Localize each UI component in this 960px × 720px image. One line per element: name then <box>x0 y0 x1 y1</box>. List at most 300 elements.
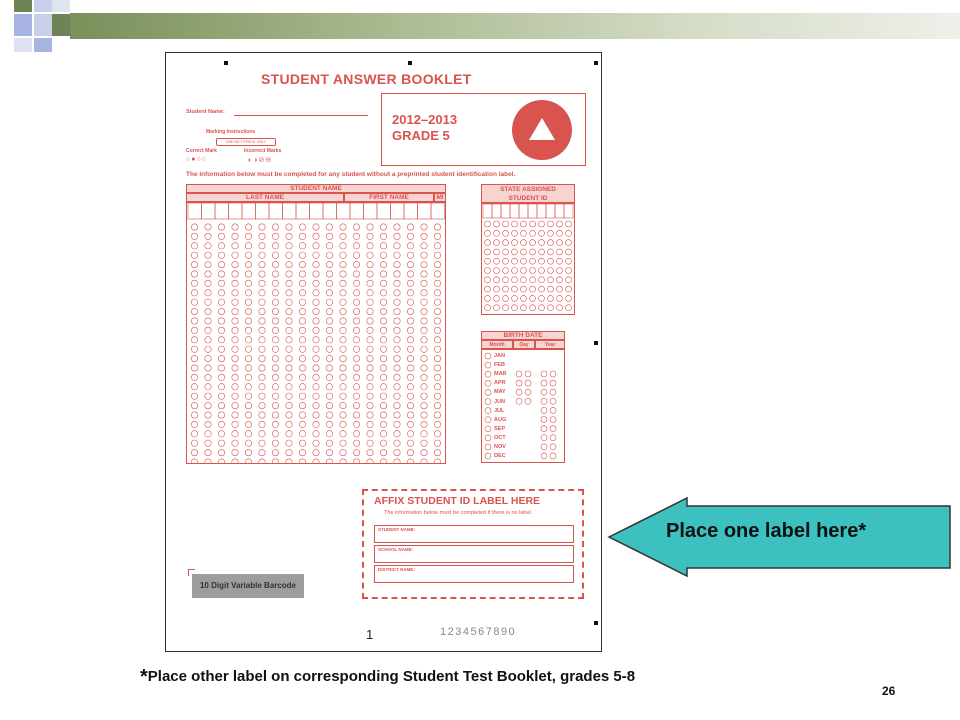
form-bubble <box>353 402 359 408</box>
form-bubble <box>191 327 197 333</box>
form-bubble <box>218 243 224 249</box>
form-bubble <box>380 327 386 333</box>
form-bubble <box>232 412 238 418</box>
form-bubble <box>503 305 509 311</box>
form-bubble <box>191 412 197 418</box>
write-in-box <box>418 203 432 219</box>
form-bubble <box>205 318 211 324</box>
form-bubble <box>421 440 427 446</box>
form-bubble <box>530 295 536 301</box>
grade-box <box>381 93 586 166</box>
form-bubble <box>557 240 563 246</box>
form-bubble <box>272 440 278 446</box>
affix-subtitle: The information below must be completed if there is no label. <box>384 510 533 516</box>
month-option: APR <box>494 380 506 387</box>
form-bubble <box>548 286 554 292</box>
booklet-serial: 1234567890 <box>440 626 517 638</box>
form-bubble <box>232 374 238 380</box>
form-bubble <box>421 346 427 352</box>
form-bubble <box>539 295 545 301</box>
form-bubble <box>299 374 305 380</box>
form-bubble <box>548 268 554 274</box>
form-bubble <box>272 318 278 324</box>
form-bubble <box>286 365 292 371</box>
form-bubble <box>340 384 346 390</box>
form-bubble <box>286 261 292 267</box>
form-bubble <box>353 365 359 371</box>
form-bubble <box>503 286 509 292</box>
form-bubble <box>353 337 359 343</box>
form-bubble <box>380 402 386 408</box>
form-bubble <box>232 308 238 314</box>
form-bubble <box>541 380 547 386</box>
form-bubble <box>407 337 413 343</box>
registration-mark <box>594 61 598 65</box>
form-bubble <box>367 327 373 333</box>
form-bubble <box>340 431 346 437</box>
form-bubble <box>191 346 197 352</box>
form-bubble <box>272 280 278 286</box>
form-bubble <box>421 337 427 343</box>
form-bubble <box>218 384 224 390</box>
form-bubble <box>272 365 278 371</box>
form-bubble <box>494 230 500 236</box>
form-bubble <box>394 290 400 296</box>
form-bubble <box>191 449 197 455</box>
form-bubble <box>245 449 251 455</box>
registration-mark <box>408 61 412 65</box>
write-in-box <box>364 203 378 219</box>
form-bubble <box>205 440 211 446</box>
form-bubble <box>566 240 572 246</box>
form-bubble <box>434 327 440 333</box>
form-bubble <box>313 393 319 399</box>
registration-mark <box>224 61 228 65</box>
month-option: FEB <box>494 362 505 369</box>
form-bubble <box>485 362 491 368</box>
form-bubble <box>286 233 292 239</box>
slide-number: 26 <box>882 684 896 698</box>
form-bubble <box>205 290 211 296</box>
form-bubble <box>557 221 563 227</box>
form-bubble <box>367 449 373 455</box>
form-bubble <box>326 280 332 286</box>
form-bubble <box>259 299 265 305</box>
form-bubble <box>485 453 491 459</box>
form-bubble <box>218 449 224 455</box>
form-bubble <box>530 249 536 255</box>
form-bubble <box>299 308 305 314</box>
form-bubble <box>541 407 547 413</box>
form-bubble <box>367 280 373 286</box>
form-bubble <box>421 252 427 258</box>
form-bubble <box>421 261 427 267</box>
form-bubble <box>539 230 545 236</box>
student-name-header: STUDENT NAME <box>186 184 446 193</box>
form-bubble <box>326 440 332 446</box>
decor-square <box>34 14 52 36</box>
form-bubble <box>340 346 346 352</box>
form-bubble <box>521 277 527 283</box>
form-bubble <box>541 371 547 377</box>
birth-date-grid <box>481 349 565 463</box>
form-bubble <box>272 243 278 249</box>
form-bubble <box>516 398 522 404</box>
form-bubble <box>326 224 332 230</box>
form-bubble <box>394 327 400 333</box>
form-bubble <box>218 327 224 333</box>
form-bubble <box>340 365 346 371</box>
form-bubble <box>205 233 211 239</box>
header-bar <box>70 13 960 39</box>
write-in-box <box>229 203 243 219</box>
write-in-box <box>337 203 351 219</box>
form-bubble <box>286 421 292 427</box>
form-bubble <box>299 261 305 267</box>
form-bubble <box>566 277 572 283</box>
form-bubble <box>232 421 238 427</box>
form-bubble <box>421 365 427 371</box>
write-in-box <box>377 203 391 219</box>
form-bubble <box>340 224 346 230</box>
form-bubble <box>191 440 197 446</box>
form-bubble <box>218 224 224 230</box>
decor-square <box>52 14 70 36</box>
form-bubble <box>394 243 400 249</box>
form-bubble <box>380 271 386 277</box>
form-bubble <box>205 393 211 399</box>
form-bubble <box>218 421 224 427</box>
form-bubble <box>485 230 491 236</box>
form-bubble <box>434 280 440 286</box>
form-bubble <box>245 233 251 239</box>
form-bubble <box>434 374 440 380</box>
form-bubble <box>421 384 427 390</box>
form-bubble <box>521 305 527 311</box>
form-bubble <box>367 412 373 418</box>
form-bubble <box>245 459 251 463</box>
form-bubble <box>539 305 545 311</box>
form-bubble <box>191 299 197 305</box>
affix-field-school: SCHOOL NAME: <box>374 545 574 563</box>
form-bubble <box>566 221 572 227</box>
form-bubble <box>313 261 319 267</box>
form-bubble <box>232 318 238 324</box>
form-bubble <box>272 355 278 361</box>
form-bubble <box>245 261 251 267</box>
form-bubble <box>380 365 386 371</box>
form-bubble <box>205 449 211 455</box>
form-bubble <box>245 224 251 230</box>
form-bubble <box>286 374 292 380</box>
form-bubble <box>340 290 346 296</box>
month-option: OCT <box>494 434 506 441</box>
form-bubble <box>259 290 265 296</box>
form-bubble <box>503 268 509 274</box>
form-bubble <box>313 243 319 249</box>
write-in-box <box>269 203 283 219</box>
form-bubble <box>205 308 211 314</box>
form-bubble <box>434 355 440 361</box>
form-bubble <box>232 299 238 305</box>
form-bubble <box>394 421 400 427</box>
form-bubble <box>259 318 265 324</box>
form-bubble <box>530 305 536 311</box>
form-bubble <box>407 280 413 286</box>
form-bubble <box>259 224 265 230</box>
form-bubble <box>421 459 427 463</box>
form-bubble <box>367 431 373 437</box>
form-bubble <box>421 308 427 314</box>
form-bubble <box>367 290 373 296</box>
form-bubble <box>525 398 531 404</box>
month-option: DEC <box>494 453 506 460</box>
form-bubble <box>299 290 305 296</box>
form-bubble <box>521 249 527 255</box>
form-bubble <box>353 308 359 314</box>
form-bubble <box>232 402 238 408</box>
form-bubble <box>340 271 346 277</box>
form-bubble <box>326 299 332 305</box>
form-bubble <box>394 449 400 455</box>
form-bubble <box>394 384 400 390</box>
form-bubble <box>516 371 522 377</box>
form-bubble <box>313 337 319 343</box>
form-bubble <box>485 426 491 432</box>
form-bubble <box>232 337 238 343</box>
form-bubble <box>313 327 319 333</box>
month-option: MAR <box>494 371 507 378</box>
form-bubble <box>191 271 197 277</box>
form-bubble <box>421 374 427 380</box>
form-bubble <box>272 374 278 380</box>
form-bubble <box>299 459 305 463</box>
form-bubble <box>326 421 332 427</box>
form-bubble <box>272 327 278 333</box>
form-bubble <box>191 233 197 239</box>
form-bubble <box>521 230 527 236</box>
form-bubble <box>205 421 211 427</box>
form-bubble <box>259 421 265 427</box>
form-bubble <box>421 355 427 361</box>
form-bubble <box>326 327 332 333</box>
form-bubble <box>340 233 346 239</box>
correct-mark-example: ○●○○ <box>186 156 207 163</box>
incorrect-marks-label: Incorrect Marks <box>244 148 282 154</box>
affix-label-area <box>362 489 584 599</box>
form-bubble <box>566 230 572 236</box>
form-bubble <box>340 374 346 380</box>
form-bubble <box>245 355 251 361</box>
form-bubble <box>394 355 400 361</box>
form-bubble <box>326 271 332 277</box>
form-bubble <box>380 459 386 463</box>
form-bubble <box>367 393 373 399</box>
form-bubble <box>394 365 400 371</box>
form-bubble <box>218 346 224 352</box>
form-bubble <box>434 318 440 324</box>
form-bubble <box>205 346 211 352</box>
form-bubble <box>557 286 563 292</box>
form-bubble <box>485 240 491 246</box>
form-bubble <box>503 258 509 264</box>
form-bubble <box>313 271 319 277</box>
form-bubble <box>539 249 545 255</box>
form-bubble <box>407 449 413 455</box>
form-bubble <box>550 398 556 404</box>
form-bubble <box>286 337 292 343</box>
form-bubble <box>353 384 359 390</box>
info-note: The information below must be completed for any student without a preprinted student identification label. <box>186 171 516 178</box>
form-bubble <box>367 374 373 380</box>
form-bubble <box>539 286 545 292</box>
form-bubble <box>367 308 373 314</box>
form-bubble <box>191 308 197 314</box>
form-bubble <box>353 412 359 418</box>
form-bubble <box>407 374 413 380</box>
form-bubble <box>286 459 292 463</box>
form-bubble <box>232 233 238 239</box>
form-bubble <box>205 374 211 380</box>
form-bubble <box>232 327 238 333</box>
form-bubble <box>557 230 563 236</box>
form-bubble <box>299 402 305 408</box>
decor-square <box>14 38 32 52</box>
form-bubble <box>232 393 238 399</box>
month-option: NOV <box>494 444 506 450</box>
form-bubble <box>434 421 440 427</box>
form-bubble <box>259 308 265 314</box>
form-bubble <box>259 365 265 371</box>
form-bubble <box>421 327 427 333</box>
form-bubble <box>232 271 238 277</box>
form-bubble <box>485 268 491 274</box>
form-bubble <box>313 290 319 296</box>
form-bubble <box>340 252 346 258</box>
form-bubble <box>421 431 427 437</box>
form-bubble <box>259 374 265 380</box>
form-bubble <box>367 299 373 305</box>
form-bubble <box>218 337 224 343</box>
form-bubble <box>550 453 556 459</box>
form-bubble <box>340 421 346 427</box>
form-bubble <box>191 243 197 249</box>
form-bubble <box>218 374 224 380</box>
form-bubble <box>245 402 251 408</box>
form-bubble <box>299 365 305 371</box>
decor-square <box>34 0 52 12</box>
write-in-box <box>492 204 501 218</box>
form-bubble <box>434 290 440 296</box>
form-bubble <box>380 224 386 230</box>
form-bubble <box>272 224 278 230</box>
write-in-box <box>483 204 492 218</box>
form-bubble <box>367 421 373 427</box>
month-option: AUG <box>494 416 507 423</box>
form-bubble <box>299 393 305 399</box>
form-bubble <box>191 261 197 267</box>
form-bubble <box>205 224 211 230</box>
form-bubble <box>191 290 197 296</box>
form-bubble <box>313 374 319 380</box>
form-bubble <box>541 389 547 395</box>
form-bubble <box>340 459 346 463</box>
form-bubble <box>380 355 386 361</box>
student-name-bubble-grid <box>186 202 446 464</box>
form-bubble <box>557 295 563 301</box>
form-bubble <box>512 295 518 301</box>
form-bubble <box>299 449 305 455</box>
form-bubble <box>539 258 545 264</box>
form-bubble <box>521 221 527 227</box>
form-bubble <box>407 365 413 371</box>
form-bubble <box>272 459 278 463</box>
write-in-box <box>537 204 546 218</box>
form-bubble <box>380 346 386 352</box>
form-bubble <box>299 243 305 249</box>
last-name-header: LAST NAME <box>186 193 344 202</box>
write-in-box <box>188 203 202 219</box>
form-bubble <box>485 435 491 441</box>
form-bubble <box>340 412 346 418</box>
form-bubble <box>407 271 413 277</box>
form-bubble <box>313 308 319 314</box>
registration-mark <box>594 621 598 625</box>
form-bubble <box>218 431 224 437</box>
form-bubble <box>326 412 332 418</box>
form-bubble <box>394 374 400 380</box>
form-bubble <box>503 221 509 227</box>
form-bubble <box>548 305 554 311</box>
form-bubble <box>353 233 359 239</box>
form-bubble <box>539 277 545 283</box>
form-bubble <box>485 389 491 395</box>
form-bubble <box>557 258 563 264</box>
form-bubble <box>326 243 332 249</box>
form-bubble <box>407 412 413 418</box>
form-bubble <box>218 459 224 463</box>
write-in-box <box>564 204 573 218</box>
form-bubble <box>557 305 563 311</box>
form-bubble <box>299 327 305 333</box>
form-bubble <box>313 280 319 286</box>
birth-date-header: BIRTH DATE <box>481 331 565 340</box>
write-in-box <box>431 203 445 219</box>
form-bubble <box>245 384 251 390</box>
form-bubble <box>259 440 265 446</box>
write-in-box <box>310 203 324 219</box>
form-bubble <box>326 346 332 352</box>
form-bubble <box>299 421 305 427</box>
form-bubble <box>259 233 265 239</box>
form-bubble <box>434 346 440 352</box>
form-bubble <box>245 440 251 446</box>
form-bubble <box>353 261 359 267</box>
form-bubble <box>218 318 224 324</box>
form-bubble <box>272 412 278 418</box>
form-bubble <box>245 299 251 305</box>
form-bubble <box>259 449 265 455</box>
form-bubble <box>525 389 531 395</box>
form-bubble <box>259 280 265 286</box>
form-bubble <box>485 399 491 405</box>
form-bubble <box>259 431 265 437</box>
form-bubble <box>218 233 224 239</box>
write-in-box <box>350 203 364 219</box>
form-bubble <box>550 380 556 386</box>
form-bubble <box>407 402 413 408</box>
form-bubble <box>512 286 518 292</box>
